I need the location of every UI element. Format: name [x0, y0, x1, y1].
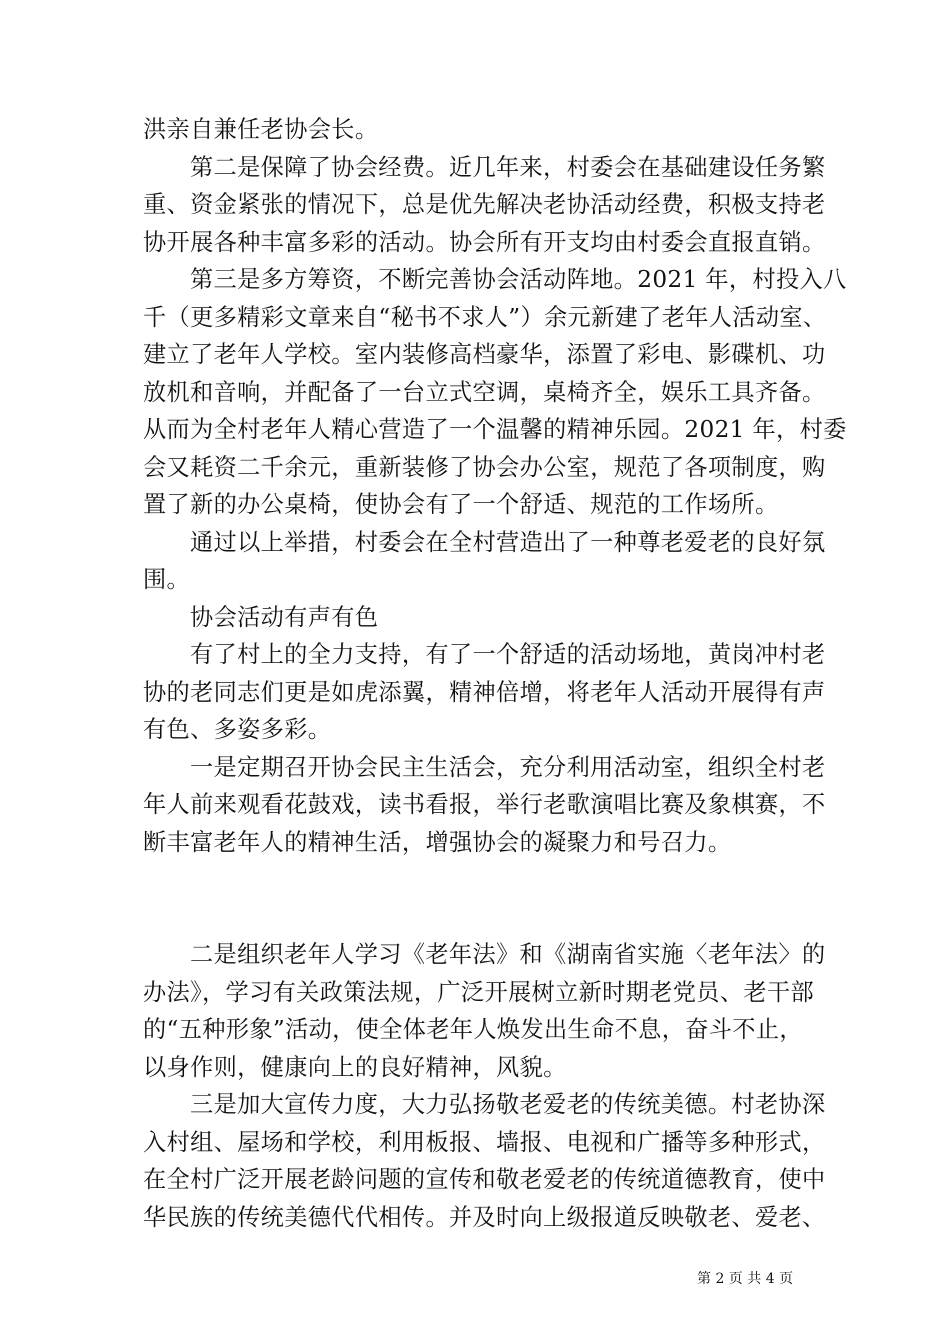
text-line: 协的老同志们更是如虎添翼，精神倍增，将老年人活动开展得有声: [143, 678, 826, 706]
paragraph-gap: [143, 861, 813, 899]
text-line: 洪亲自兼任老协会长。: [143, 116, 379, 143]
text-line: 置了新的办公桌椅，使协会有了一个舒适、规范的工作场所。: [143, 491, 779, 518]
text-line: 通过以上举措，村委会在全村营造出了一种尊老爱老的良好氛: [190, 528, 826, 556]
text-line: 重、资金紧张的情况下，总是优先解决老协活动经费，积极支持老: [143, 191, 826, 218]
text-line: 建立了老年人学校。室内装修高档豪华，添置了彩电、影碟机、功: [143, 341, 826, 368]
text-line: 一是定期召开协会民主生活会，充分利用活动室，组织全村老: [190, 753, 826, 781]
text-line: 千（更多精彩文章来自“秘书不求人”）余元新建了老年人活动室、: [143, 303, 827, 331]
text-line: 年人前来观看花鼓戏，读书看报，举行老歌演唱比赛及象棋赛，不: [143, 791, 826, 818]
text-line: 在全村广泛开展老龄问题的宣传和敬老爱老的传统道德教育，使中: [143, 1166, 826, 1193]
text-line: 三是加大宣传力度，大力弘扬敬老爱老的传统美德。村老协深: [190, 1091, 826, 1118]
text-line: 第二是保障了协会经费。近几年来，村委会在基础建设任务繁: [190, 153, 826, 181]
text-line: 有色、多姿多彩。: [143, 716, 332, 743]
section-heading: 协会活动有声有色: [190, 603, 379, 631]
document-body: [143, 111, 847, 1236]
text-line: 第三是多方筹资，不断完善协会活动阵地。2021 年，村投入八: [190, 266, 847, 293]
text-line: 二是组织老年人学习《老年法》和《湖南省实施〈老年法〉的: [190, 941, 826, 968]
text-line: 入村组、屋场和学校，利用板报、墙报、电视和广播等多种形式，: [143, 1128, 826, 1156]
paragraph-gap: [143, 899, 813, 937]
text-line: 的“五种形象”活动，使全体老年人焕发出生命不息，奋斗不止，: [143, 1016, 803, 1043]
text-line: 断丰富老年人的精神生活，增强协会的凝聚力和号召力。: [143, 828, 732, 856]
text-line: 以身作则，健康向上的良好精神，风貌。: [143, 1053, 567, 1081]
text-line: 办法》，学习有关政策法规，广泛开展树立新时期老党员、老干部: [143, 978, 814, 1006]
text-line: 华民族的传统美德代代相传。并及时向上级报道反映敬老、爱老、: [143, 1203, 826, 1231]
text-line: 协开展各种丰富多彩的活动。协会所有开支均由村委会直报直销。: [143, 228, 826, 256]
text-line: 有了村上的全力支持，有了一个舒适的活动场地，黄岗冲村老: [190, 641, 826, 668]
text-line: 从而为全村老年人精心营造了一个温馨的精神乐园。2021 年，村委: [143, 416, 847, 443]
text-line: 围。: [143, 566, 191, 593]
text-line: 放机和音响，并配备了一台立式空调，桌椅齐全，娱乐工具齐备。: [143, 378, 826, 406]
page-number-footer: 第 2 页 共 4 页: [697, 1271, 794, 1287]
text-line: 会又耗资二千余元，重新装修了协会办公室，规范了各项制度，购: [143, 453, 826, 481]
